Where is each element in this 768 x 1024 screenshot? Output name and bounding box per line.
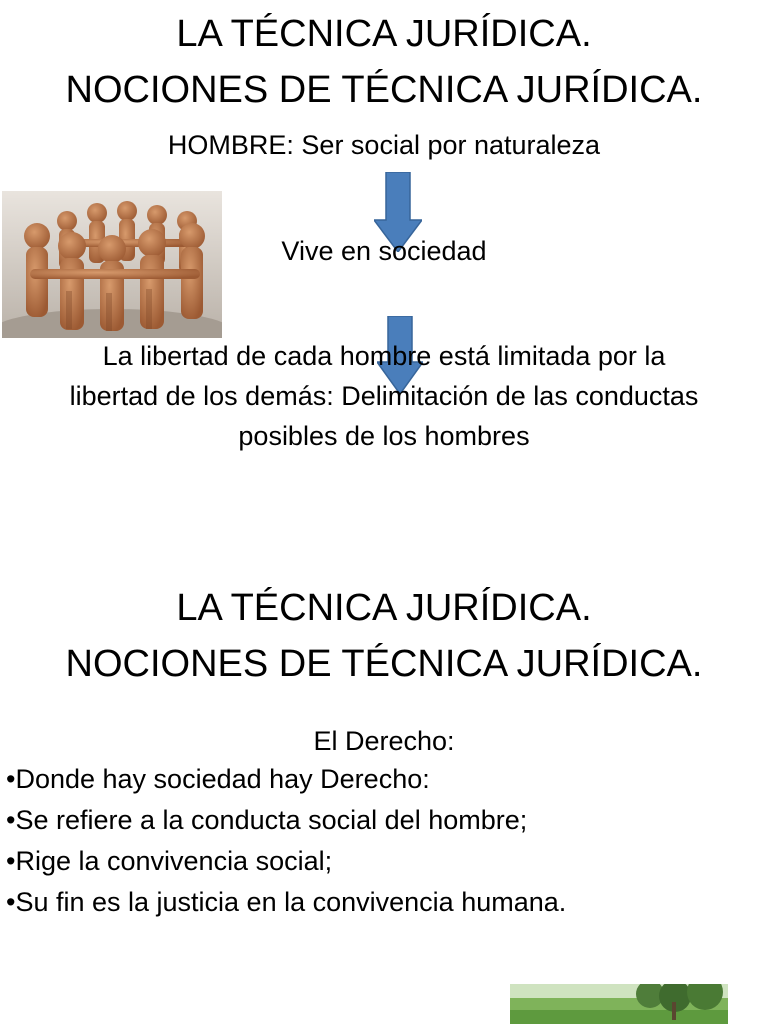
list-item: • Rige la convivencia social; bbox=[6, 841, 766, 882]
list-item: • Se refiere a la conducta social del hombre; bbox=[6, 800, 766, 841]
title-line-2: NOCIONES DE TÉCNICA JURÍDICA. bbox=[65, 643, 703, 685]
step-libertad-line-2: libertad de los demás: Delimitación de las conductas bbox=[69, 381, 699, 411]
list-item: • Su fin es la justicia en la convivencia humana. bbox=[6, 882, 766, 923]
step-vive-en-sociedad: Vive en sociedad bbox=[281, 236, 487, 266]
landscape-illustration bbox=[510, 984, 728, 1024]
slide-title bbox=[0, 6, 768, 118]
slide-2 bbox=[0, 512, 768, 1024]
step-libertad-paragraph bbox=[0, 336, 768, 456]
derecho-heading: El Derecho: bbox=[313, 726, 455, 756]
title-line-1: LA TÉCNICA JURÍDICA. bbox=[176, 587, 592, 629]
step-libertad-line-1: La libertad de cada hombre está limitada por la bbox=[102, 341, 666, 371]
subtitle: HOMBRE: Ser social por naturaleza bbox=[167, 130, 601, 160]
slide-title bbox=[0, 580, 768, 692]
title-line-1: LA TÉCNICA JURÍDICA. bbox=[176, 13, 592, 55]
park-landscape-photo bbox=[510, 984, 728, 1024]
title-line-2: NOCIONES DE TÉCNICA JURÍDICA. bbox=[65, 69, 703, 111]
list-item: • Donde hay sociedad hay Derecho: bbox=[6, 759, 766, 800]
step-libertad-line-3: posibles de los hombres bbox=[238, 421, 530, 451]
derecho-bullet-list bbox=[6, 759, 766, 923]
